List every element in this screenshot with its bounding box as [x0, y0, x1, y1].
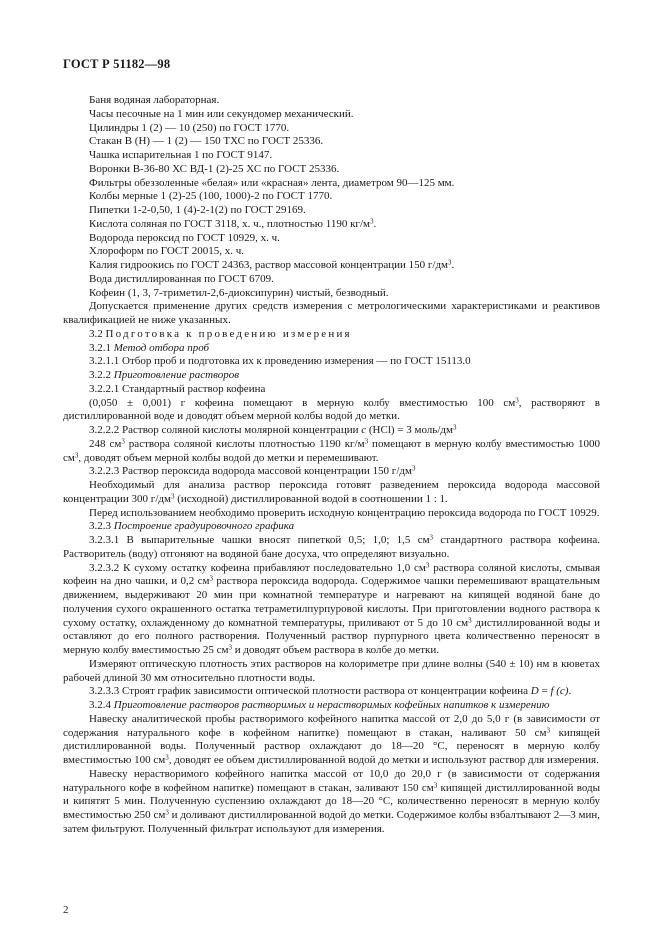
- equipment-item: Цилиндры 1 (2) — 10 (250) по ГОСТ 1770.: [89, 121, 290, 134]
- section-3-2-4-heading: 3.2.4 Приготовление растворов растворимых и нерастворимых кофейных напитков к измерению: [89, 699, 550, 711]
- equipment-item: Пипетки 1-2-0,50, 1 (4)-2-1(2) по ГОСТ 29169.: [89, 204, 306, 216]
- equipment-item: Колбы мерные 1 (2)-25 (100, 1000)-2 по ГОСТ 1770.: [89, 190, 333, 203]
- equipment-item: Фильтры обеззоленные «белая» или «красная» лента, диаметром 90—125 мм.: [89, 176, 455, 189]
- reagent-water: Вода дистиллированная по ГОСТ 6709.: [89, 272, 274, 285]
- equipment-item: Воронки В-36-80 ХС ВД-1 (2)-25 ХС по ГОСТ 25336.: [89, 162, 340, 175]
- section-3-2-2-1: 3.2.2.1 Стандартный раствор кофеина: [89, 382, 266, 395]
- section-3-2-2-2: 3.2.2.2 Раствор соляной кислоты молярной концентрации c (HCl) = 3 моль/$дм^3$: [89, 423, 457, 436]
- section-3-2-1-heading: 3.2.1 Метод отбора проб: [89, 341, 210, 354]
- page-number: 2: [63, 904, 69, 916]
- peroxide-dilution-paragraph: Необходимый для анализа раствор пероксида готовят разведением пероксида водорода массовой концентрации 300 $г/дм^3$ (исходной) дистиллированной водой в соотношении 1 : 1.: [63, 479, 600, 505]
- reagent-koh: Калия гидроокись по ГОСТ 24363, раствор массовой концентрации 150 $г/дм^3$.: [89, 258, 455, 271]
- allowed-paragraph: Допускается применение других средств измерения с метрологическими характеристиками и реактивов квалификацией не ниже указанных.: [63, 300, 600, 326]
- document-body: [63, 94, 600, 837]
- hcl-preparation-paragraph: 248 $см^3$ раствора соляной кислоты плотностью 1190 $кг/м^3$ помещают в мерную колбу вместимостью 1000 $см^3$, доводят объем мерной колбы водой до метки и перемешивают.: [63, 437, 601, 464]
- peroxide-check-paragraph: Перед использованием необходимо проверить исходную концентрацию пероксида водорода по ГОСТ 10929.: [89, 506, 600, 519]
- optical-density-paragraph: Измеряют оптическую плотность этих растворов на колориметре при длине волны (540 ± 10) нм в кюветах рабочей длиной 30 мм относительно плотности воды.: [63, 657, 600, 684]
- section-3-2-2-heading: 3.2.2 Приготовление растворов: [89, 369, 239, 381]
- insoluble-coffee-paragraph: Навеску нерастворимого кофейного напитка массой от 10,0 до 20,0 г (в зависимости от содержания натурального кофе в кофейном напитке) помещают в стакан, заливают 150 $см^3$ кипящей дистиллированной воды и кипятят 5 мин. Полученную суспензию охлаждают до 18—20 °С, количественно переносят в мерную колбу вместимостью 250 $см^3$ и доливают дистиллированной водой до метки. Содержимое колбы взбалтывают 2—3 мин, затем фильтруют. Полученный фильтрат используют для измерения.: [63, 767, 600, 835]
- reagent-chloroform: Хлороформ по ГОСТ 20015, х. ч.: [89, 245, 244, 258]
- reagent-peroxide: Водорода пероксид по ГОСТ 10929, х. ч.: [89, 231, 280, 244]
- equipment-item: Часы песочные на 1 мин или секундомер механический.: [89, 107, 354, 120]
- section-3-2-2-3: 3.2.2.3 Раствор пероксида водорода массовой концентрации 150 $г/дм^3$: [89, 464, 416, 478]
- soluble-coffee-paragraph: Навеску аналитической пробы растворимого кофейного напитка массой от 2,0 до 5,0 г (в зависимости от содержания натурального кофе в кофейном напитке) помещают в стакан, наливают 50 $см^3$ кипящей дистиллированной воды. Полученный раствор охлаждают до 18—20 °С, переносят в мерную колбу вместимостью 100 $см^3$, доводят ее объем дистиллированной водой до метки и используют раствор для измерения.: [63, 712, 601, 766]
- section-3-2-3-3: 3.2.3.3 Строят график зависимости оптической плотности раствора от концентрации кофеина D = f (c).: [89, 685, 572, 698]
- section-3-2-1-1: 3.2.1.1 Отбор проб и подготовка их к проведению измерения — по ГОСТ 15113.0: [89, 355, 471, 368]
- section-3-2-3-2: 3.2.3.2 К сухому остатку кофеина прибавляют последовательно 1,0 $см^3$ раствора соляной кислоты, смывая кофеин на дно чашки, и 0,2 $см^3$ раствора пероксида водорода. Содержимое чашки перемешивают вращательным движением, выдерживают 20 мин при комнатной температуре и нагревают на кипящей водяной бане до получения сухого окрашенного остатка тетраметилпурпуровой кислоты. При приготовлении водного раствора к сухому остатку, охлажденному до комнатной температуры, приливают от 5 до 10 $см^3$ дистиллированной воды и оставляют до его полного растворения. Полученный раствор пурпурного цвета количественно переносят в мерную колбу вместимостью 25 $см^3$ и доводят объем раствора в колбе до метки.: [63, 561, 601, 656]
- section-3-2-3-heading: 3.2.3 Построение градуировочного графика: [89, 520, 295, 533]
- document-code: ГОСТ Р 51182—98: [63, 57, 171, 71]
- equipment-item: Баня водяная лабораторная.: [89, 94, 220, 106]
- reagent-caffeine: Кофеин (1, 3, 7-триметил-2,6-диоксипурин) чистый, безводный.: [89, 286, 389, 299]
- section-3-2-3-1: 3.2.3.1 В выпарительные чашки вносят пипеткой 0,5; 1,0; 1,5 $см^3$ стандартного раствора кофеина. Растворитель (воду) отгоняют на водяной бане досуха, что определяют визуально.: [63, 533, 600, 560]
- caffeine-solution-paragraph: (0,050 ± 0,001) г кофеина помещают в мерную колбу вместимостью 100 $см^3$, растворяют в дистиллированной воде и доводят объем мерной колбы водой до метки.: [63, 396, 600, 423]
- reagent-hcl: Кислота соляная по ГОСТ 3118, х. ч., плотностью 1190 $кг/м^3$.: [89, 217, 377, 230]
- section-3-2-heading: 3.2 Подготовка к проведению измерения: [89, 327, 352, 340]
- equipment-item: Стакан В (Н) — 1 (2) — 150 ТХС по ГОСТ 25336.: [89, 135, 324, 148]
- equipment-item: Чашка испарительная 1 по ГОСТ 9147.: [89, 149, 273, 161]
